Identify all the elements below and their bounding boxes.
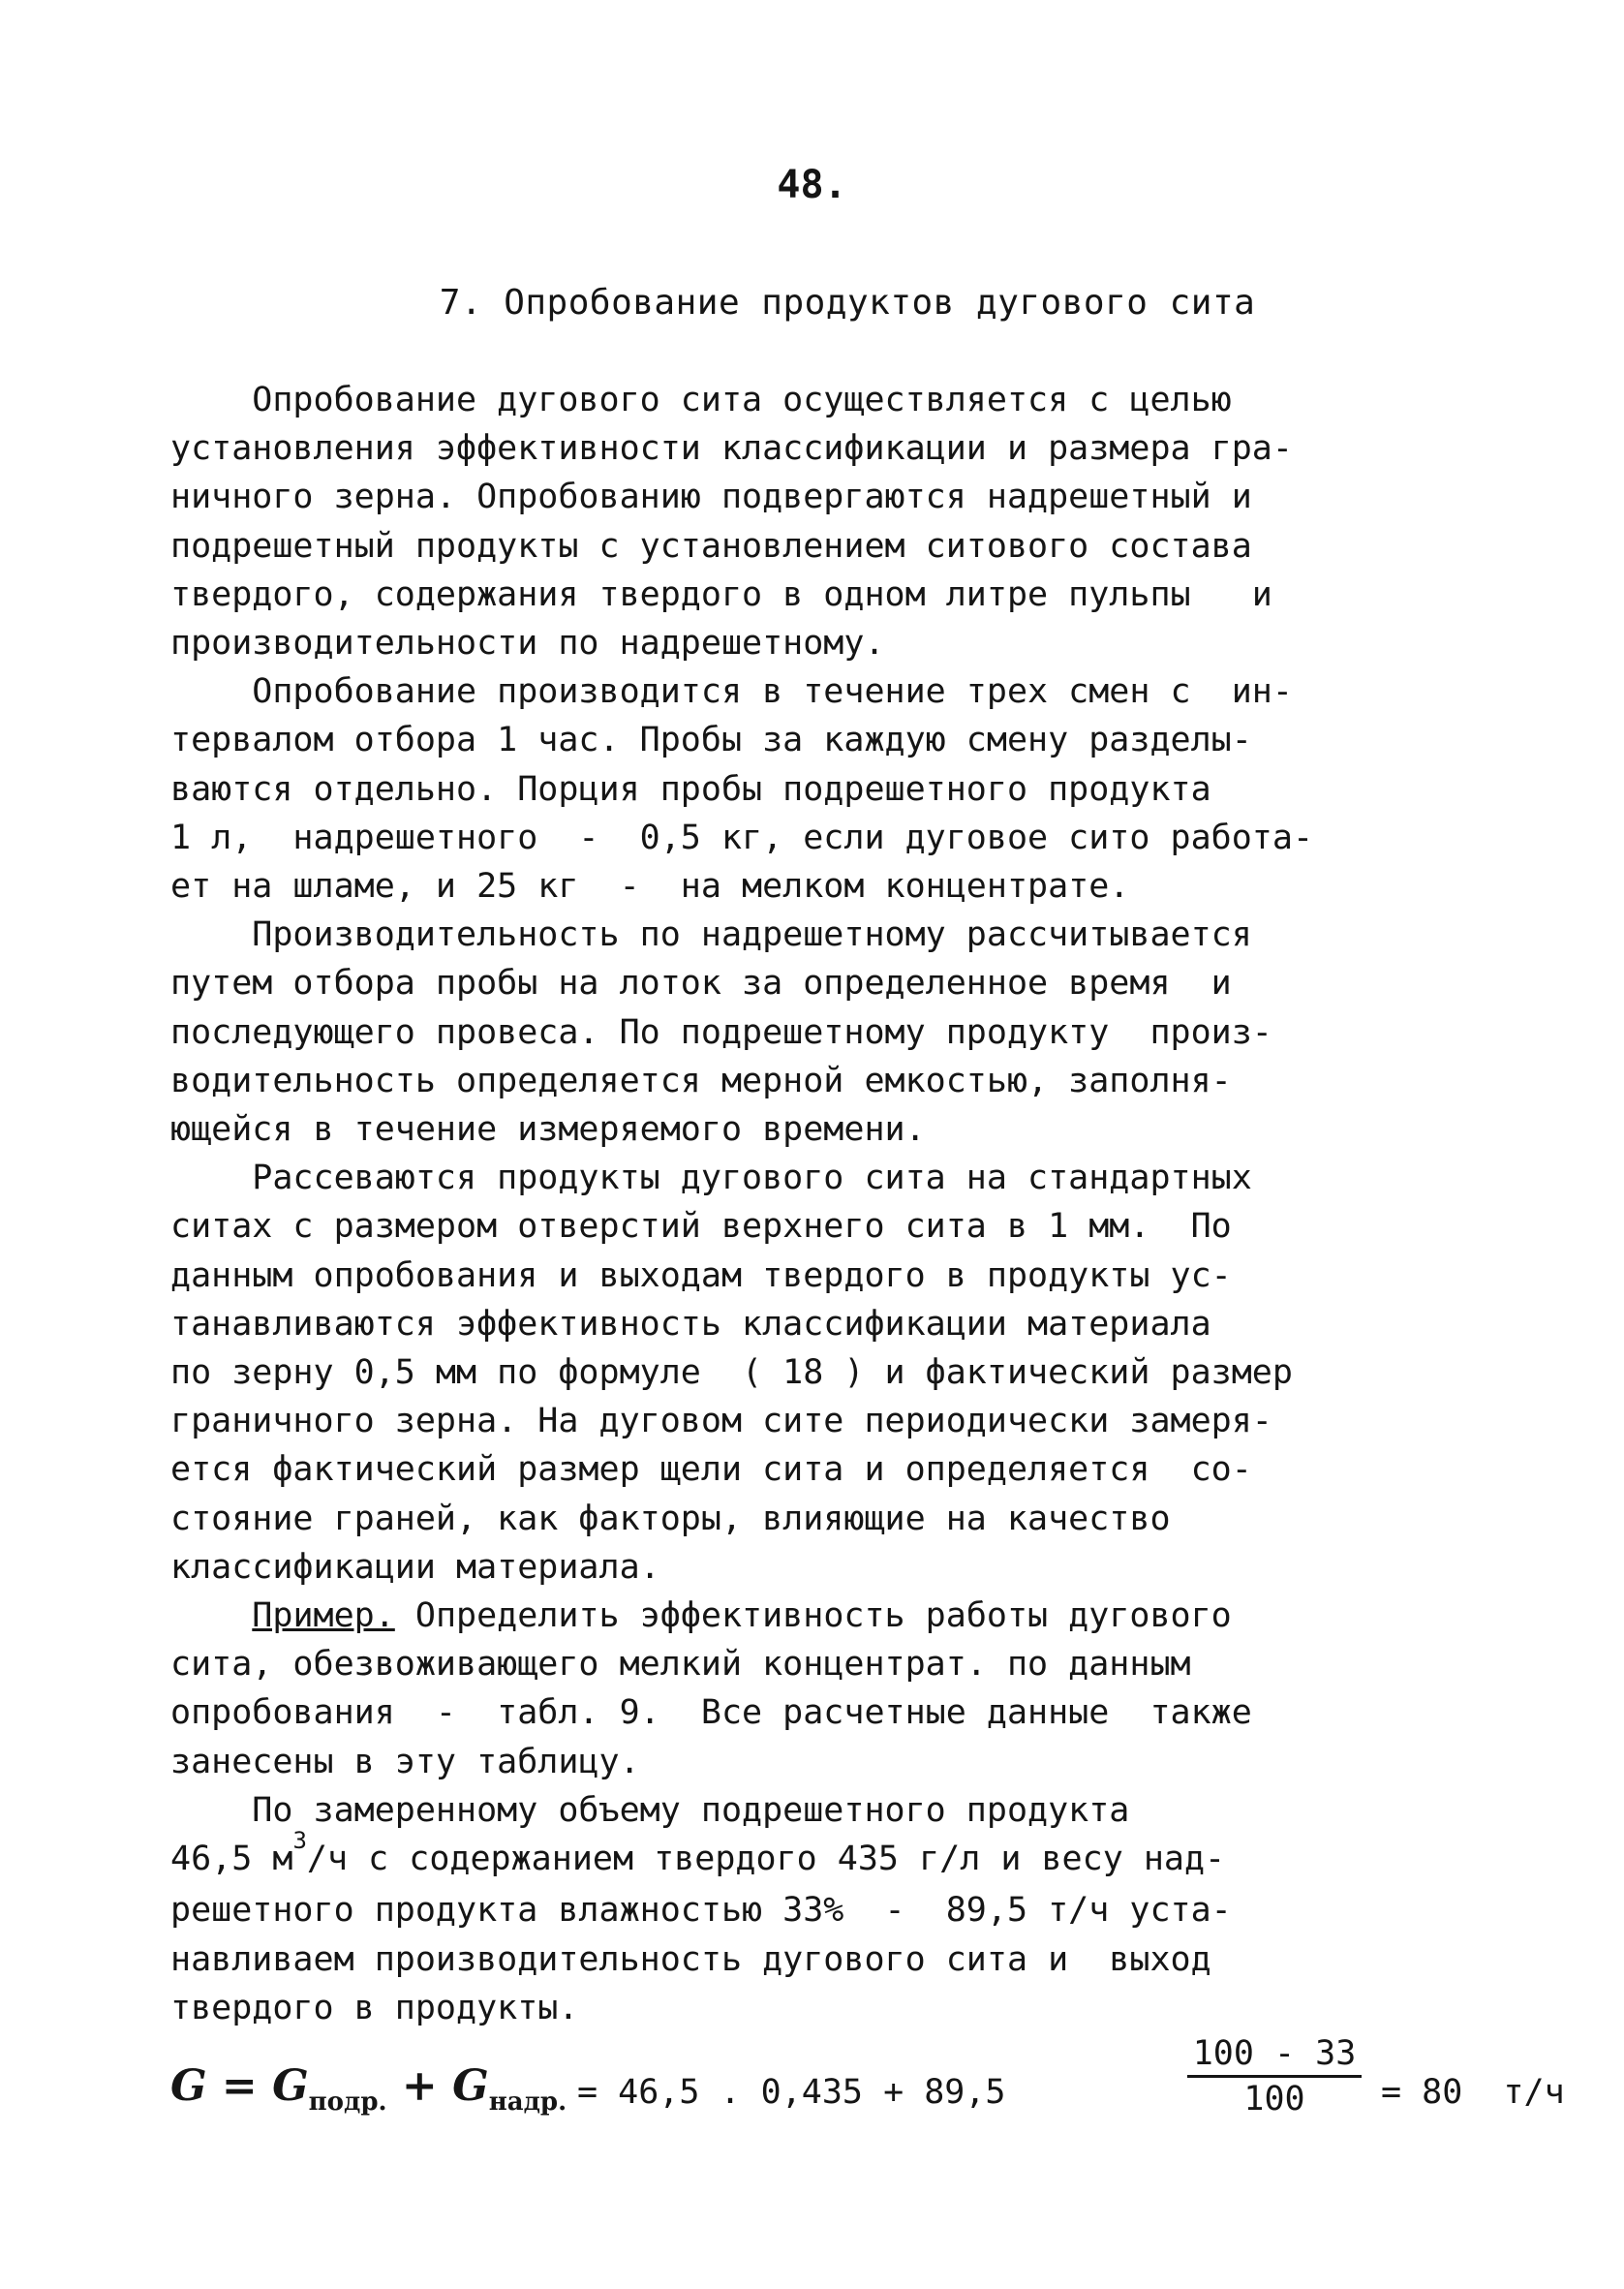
text-line: Производительность по надрешетному рассчитывается <box>170 915 1252 955</box>
formula-lhs: $G = G_{подр.} + G_{надр.}$ <box>170 2061 567 2117</box>
text-line: навливаем производительность дугового сита и выход <box>170 1939 1211 1979</box>
paragraph-productivity <box>170 911 1497 1154</box>
text-line <box>170 1592 1497 1640</box>
fraction-numerator: 100 - 33 <box>1187 2034 1362 2078</box>
fraction-denominator: 100 <box>1243 2080 1305 2119</box>
text-line: стояние граней, как факторы, влияющие на качество <box>170 1499 1171 1538</box>
paragraph-sieving <box>170 1154 1497 1592</box>
example-label: Пример. <box>252 1596 395 1636</box>
text-line: производительности по надрешетному. <box>170 624 885 664</box>
text-line: ющейся в течение измеряемого времени. <box>170 1110 926 1150</box>
text-line: последующего провеса. По подрешетному продукту произ- <box>170 1012 1272 1052</box>
text-line: Рассеваются продукты дугового сита на стандартных <box>170 1159 1252 1198</box>
text-line: по зерну 0,5 мм по формуле ( 18 ) и фактический размер <box>170 1353 1293 1393</box>
section-title: 7. Опробование продуктов дугового сита <box>439 283 1256 323</box>
formula-productivity <box>170 2034 1565 2141</box>
document-body <box>170 376 1497 2032</box>
text-line: Опробование дугового сита осуществляется с целью <box>170 381 1232 419</box>
text-line: ет на шламе, и 25 кг - на мелком концентрате. <box>170 867 1130 907</box>
text-line: ситах с размером отверстий верхнего сита в 1 мм. По <box>170 1207 1232 1247</box>
text-line: 46,5 $м^3/ч$ с содержанием твердого 435 г/л и весу над- <box>170 1827 1226 1879</box>
text-line: установления эффективности классификации и размера гра- <box>170 429 1293 469</box>
text-line: путем отбора пробы на лоток за определенное время и <box>170 964 1232 1004</box>
text-line: 1 л, надрешетного - 0,5 кг, если дуговое сито работа- <box>170 818 1314 857</box>
text-line: подрешетный продукты с установлением ситового состава <box>170 526 1252 566</box>
formula-fraction <box>1187 2034 1362 2119</box>
formula-result: = 80 т/ч <box>1381 2073 1565 2112</box>
page-number: 48. <box>777 163 847 207</box>
text-line: твердого, содержания твердого в одном литре пульпы и <box>170 574 1272 614</box>
text-line: По замеренному объему подрешетного продукта <box>170 1790 1130 1830</box>
formula-middle: = 46,5 . 0,435 + 89,5 <box>577 2073 1006 2112</box>
example-intro: Определить эффективность работы дугового <box>394 1596 1232 1636</box>
text-line: классификации материала. <box>170 1547 660 1587</box>
text-line: твердого в продукты. <box>170 1988 579 2027</box>
superscript-3: 3 <box>292 1827 307 1855</box>
paragraph-volume <box>170 1786 1497 2032</box>
text-line: ется фактический размер щели сита и определяется со- <box>170 1450 1252 1490</box>
paragraph-purpose <box>170 376 1497 667</box>
text-line: ничного зерна. Опробованию подвергаются надрешетный и <box>170 478 1252 517</box>
paragraph-sampling <box>170 667 1497 911</box>
text-line: граничного зерна. На дуговом сите периодически замеря- <box>170 1402 1272 1441</box>
text-line: сита, обезвоживающего мелкий концентрат. по данным <box>170 1645 1191 1685</box>
text-line: танавливаются эффективность классификации материала <box>170 1304 1211 1344</box>
text-line: опробования - табл. 9. Все расчетные данные также <box>170 1693 1252 1733</box>
text-line: водительность определяется мерной емкостью, заполня- <box>170 1061 1232 1100</box>
text-line: Опробование производится в течение трех смен с ин- <box>170 672 1293 712</box>
text-line: ваются отдельно. Порция пробы подрешетного продукта <box>170 769 1211 809</box>
text-line: решетного продукта влажностью 33% - 89,5 т/ч уста- <box>170 1891 1232 1931</box>
text-line: занесены в эту таблицу. <box>170 1742 640 1781</box>
text-line: тервалом отбора 1 час. Пробы за каждую смену разделы- <box>170 721 1252 760</box>
text-line: данным опробования и выходам твердого в продукты ус- <box>170 1255 1232 1295</box>
paragraph-example <box>170 1592 1497 1786</box>
